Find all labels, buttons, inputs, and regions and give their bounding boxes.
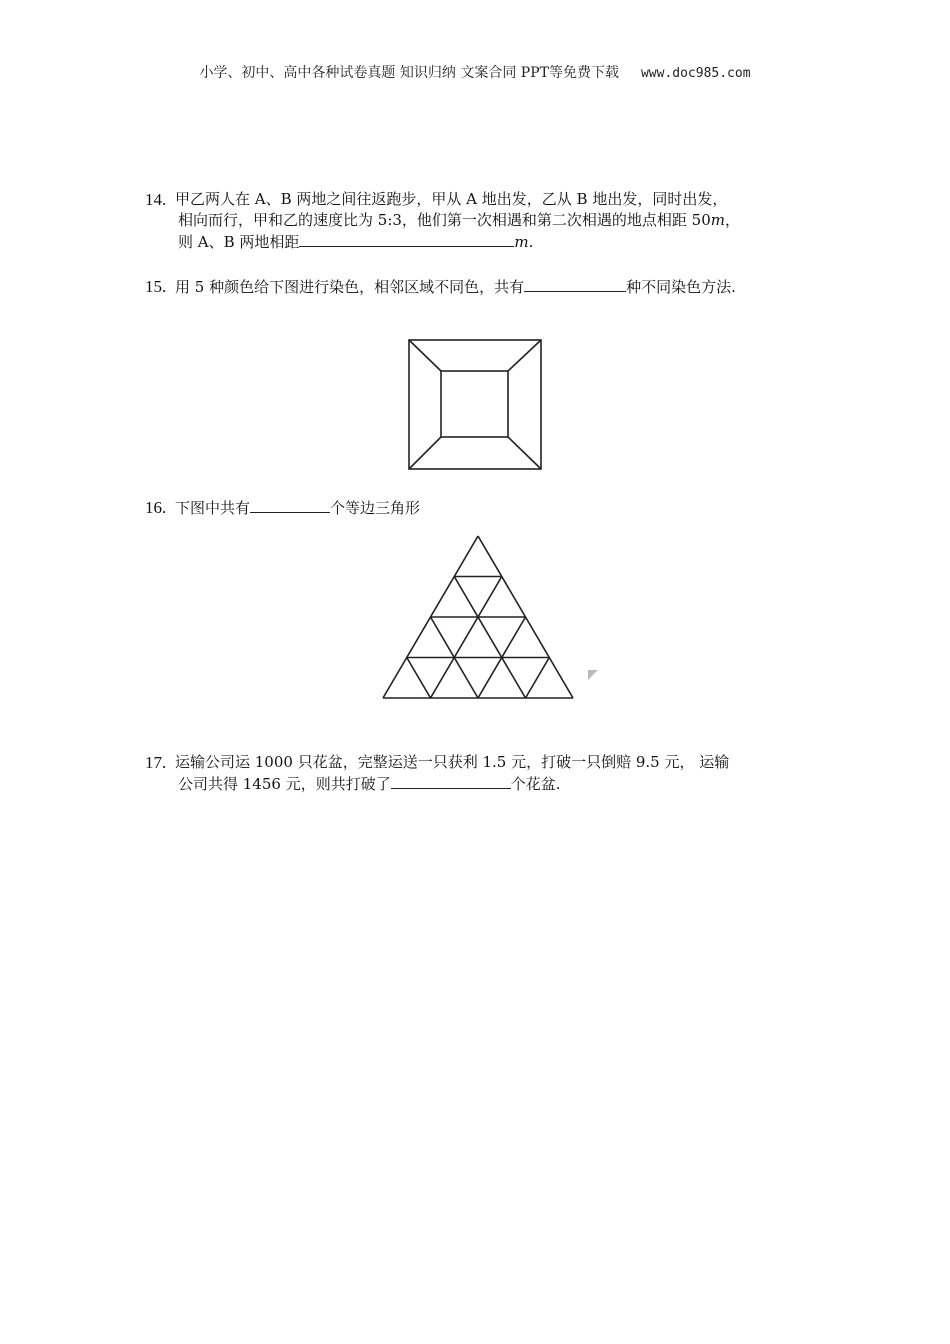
question-text-line-1: 运输公司运 1000 只花盆，完整运送一只获利 1.5 元，打破一只倒赔 9.5 元， 运输	[175, 753, 730, 771]
answer-blank[interactable]	[391, 773, 511, 789]
question-text-line-1: 下图中共有 个等边三角形	[175, 499, 421, 517]
question-text-line-1: 用 5 种颜色给下图进行染色，相邻区域不同色，共有 种不同染色方法.	[175, 278, 736, 296]
question-17	[145, 752, 810, 795]
question-text-line-2: 公司共得 1456 元，则共打破了 个花盆.	[178, 775, 561, 793]
question-text-line-3: 则 A、B 两地相距 m.	[178, 233, 534, 251]
header-url: www.doc985.com	[640, 66, 751, 81]
question-number: 16.	[145, 498, 167, 517]
scan-mark	[588, 670, 598, 680]
question-text-line-1: 甲乙两人在 A、B 两地之间往返跑步，甲从 A 地出发，乙从 B 地出发，同时出发，	[175, 190, 728, 208]
question-number: 14.	[145, 190, 167, 209]
question-number: 17.	[145, 753, 167, 772]
question-number: 15.	[145, 277, 167, 296]
header-title: 小学、初中、高中各种试卷真题 知识归纳 文案合同 PPT等免费下载	[199, 65, 619, 81]
question-text-line-2: 相向而行，甲和乙的速度比为 5:3，他们第一次相遇和第二次相遇的地点相距 50m，	[178, 211, 741, 229]
triangle-grid-diagonal-line	[407, 658, 431, 699]
triangle-grid-diagonal-line	[526, 658, 550, 699]
triangle-grid-diagonal-line	[454, 577, 525, 699]
triangle-grid-diagonal-line	[431, 577, 502, 699]
